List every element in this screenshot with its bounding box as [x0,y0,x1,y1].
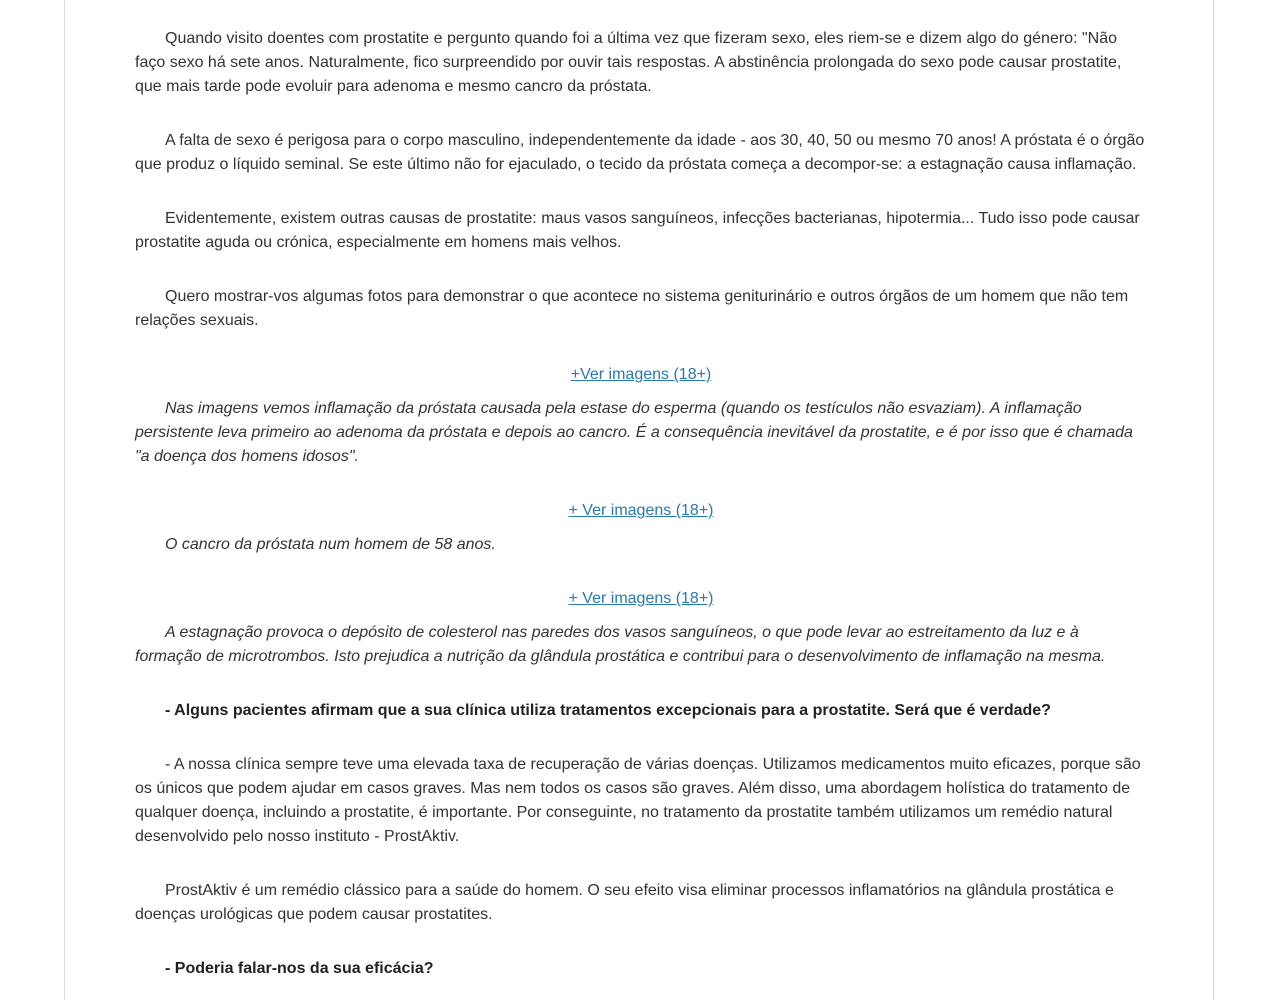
view-images-link-3[interactable]: + Ver imagens (18+) [568,590,714,607]
paragraph-cancer-caption: O cancro da próstata num homem de 58 anos. [165,536,496,553]
view-images-row-3 [135,587,1147,611]
view-images-row-1 [135,363,1147,387]
interview-question-1: - Alguns pacientes afirmam que a sua clínica utiliza tratamentos excepcionais para a prostatite. Será que é verdade? [165,702,1051,719]
interview-answer-1: - A nossa clínica sempre teve uma elevada taxa de recuperação de várias doenças. Utilizamos medicamentos muito eficazes, porque são os únicos que podem ajudar em casos graves. Mas nem todos os casos são graves. Além disso, uma abordagem holística do tratamento de qualquer doença, incluindo a prostatite, é importante. Por conseguinte, no tratamento da prostatite também utilizamos um remédio natural desenvolvido pelo nosso instituto - ProstAktiv. [135,756,1141,845]
paragraph-intro: Quando visito doentes com prostatite e pergunto quando foi a última vez que fizeram sexo, eles riem-se e dizem algo do género: "Não faço sexo há sete anos. Naturalmente, fico surpreendido por ouvir tais respostas. A abstinência prolongada do sexo pode causar prostatite, que mais tarde pode evoluir para adenoma e mesmo cancro da próstata. [135,30,1122,95]
paragraph-cholesterol-caption: A estagnação provoca o depósito de colesterol nas paredes dos vasos sanguíneos, o que pode levar ao estreitamento da luz e à formação de microtrombos. Isto prejudica a nutrição da glândula prostática e contribui para o desenvolvimento de inflamação na mesma. [135,624,1106,665]
view-images-row-2 [135,499,1147,523]
paragraph-other-causes: Evidentemente, existem outras causas de prostatite: maus vasos sanguíneos, infecções bacterianas, hipotermia... Tudo isso pode causar prostatite aguda ou crónica, especialmente em homens mais velhos. [135,210,1140,251]
article-body [135,27,1147,1000]
view-images-link-1[interactable]: +Ver imagens (18+) [570,366,712,383]
interview-question-2: - Poderia falar-nos da sua eficácia? [165,960,434,977]
paragraph-lack-of-sex: A falta de sexo é perigosa para o corpo masculino, independentemente da idade - aos 30, 40, 50 ou mesmo 70 anos! A próstata é o órgão que produz o líquido seminal. Se este último não for ejaculado, o tecido da próstata começa a decompor-se: a estagnação causa inflamação. [135,132,1145,173]
paragraph-inflammation-caption: Nas imagens vemos inflamação da próstata causada pela estase do esperma (quando os testículos não esvaziam). A inflamação persistente leva primeiro ao adenoma da próstata e depois ao cancro. É a consequência inevitável da prostatite, e é por isso que é chamada "a doença dos homens idosos". [135,400,1133,465]
view-images-link-2[interactable]: + Ver imagens (18+) [568,502,714,519]
paragraph-prostaktiv: ProstAktiv é um remédio clássico para a saúde do homem. O seu efeito visa eliminar processos inflamatórios na glândula prostática e doenças urológicas que podem causar prostatites. [135,882,1114,923]
paragraph-photos-intro: Quero mostrar-vos algumas fotos para demonstrar o que acontece no sistema geniturinário e outros órgãos de um homem que não tem relações sexuais. [135,288,1129,329]
